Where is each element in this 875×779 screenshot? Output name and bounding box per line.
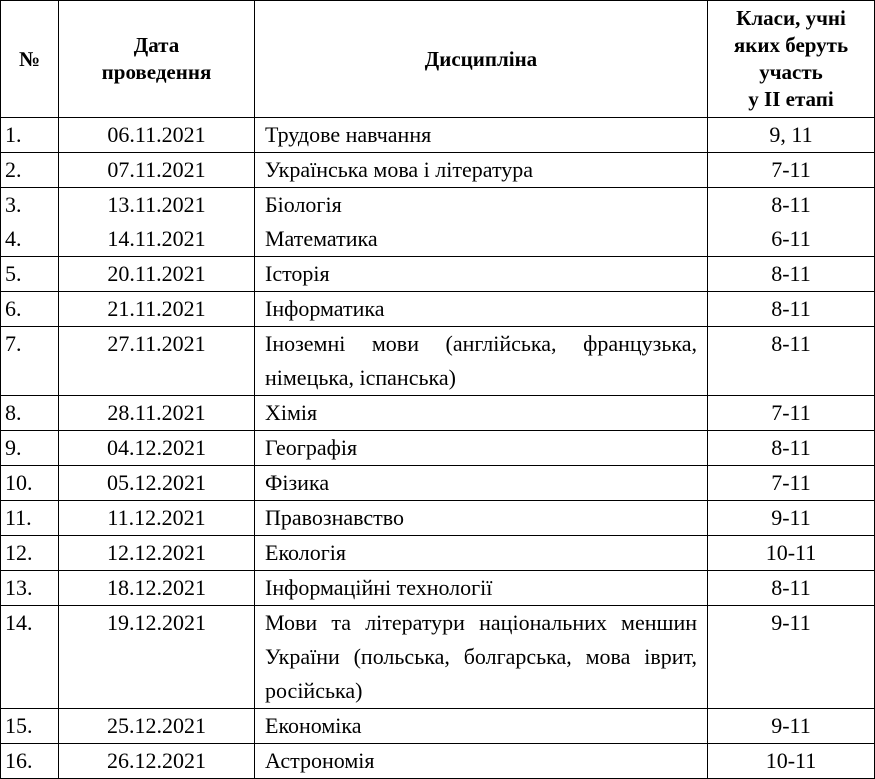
row-date: 07.11.2021 [59, 153, 255, 188]
table-row [1, 257, 875, 292]
row-number: 9. [1, 431, 59, 466]
row-date: 12.12.2021 [59, 536, 255, 571]
row-classes: 8-11 [708, 431, 875, 466]
row-number: 8. [1, 396, 59, 431]
header-number: № [1, 1, 59, 118]
header-classes-line: Класи, учні [736, 6, 846, 30]
row-discipline: Економіка [255, 709, 708, 744]
row-classes: 8-11 [708, 571, 875, 606]
header-classes-line: у ІІ етапі [748, 87, 834, 111]
row-discipline: Астрономія [255, 744, 708, 779]
row-number: 6. [1, 292, 59, 327]
row-date: 27.11.2021 [59, 327, 255, 396]
table-row [1, 222, 875, 257]
row-number: 16. [1, 744, 59, 779]
table-row [1, 501, 875, 536]
row-number: 10. [1, 466, 59, 501]
row-classes: 9-11 [708, 501, 875, 536]
row-discipline: Екологія [255, 536, 708, 571]
row-date: 20.11.2021 [59, 257, 255, 292]
row-date: 11.12.2021 [59, 501, 255, 536]
row-number: 15. [1, 709, 59, 744]
table-row [1, 571, 875, 606]
row-date: 21.11.2021 [59, 292, 255, 327]
row-discipline: Українська мова і література [255, 153, 708, 188]
row-discipline: Інформатика [255, 292, 708, 327]
header-discipline: Дисципліна [255, 1, 708, 118]
row-classes: 9-11 [708, 606, 875, 709]
row-number: 5. [1, 257, 59, 292]
table-row [1, 396, 875, 431]
row-discipline: Хімія [255, 396, 708, 431]
row-discipline: Мови та літератури національних меншин України (польська, болгарська, мова іврит, російська) [255, 606, 708, 709]
row-number: 1. [1, 118, 59, 153]
row-classes: 8-11 [708, 292, 875, 327]
header-classes-line: участь [759, 60, 823, 84]
row-discipline: Трудове навчання [255, 118, 708, 153]
row-classes: 8-11 [708, 188, 875, 223]
table-row [1, 431, 875, 466]
row-classes: 8-11 [708, 257, 875, 292]
row-classes: 7-11 [708, 153, 875, 188]
row-discipline: Біологія [255, 188, 708, 223]
row-classes: 6-11 [708, 222, 875, 257]
row-number: 13. [1, 571, 59, 606]
header-row [1, 1, 875, 118]
table-row [1, 606, 875, 709]
row-date: 06.11.2021 [59, 118, 255, 153]
header-date-line: Дата [133, 33, 180, 57]
row-classes: 10-11 [708, 536, 875, 571]
row-discipline: Математика [255, 222, 708, 257]
header-date [59, 1, 255, 118]
row-discipline: Географія [255, 431, 708, 466]
row-date: 26.12.2021 [59, 744, 255, 779]
row-number: 11. [1, 501, 59, 536]
row-date: 04.12.2021 [59, 431, 255, 466]
row-discipline: Інформаційні технології [255, 571, 708, 606]
row-classes: 7-11 [708, 396, 875, 431]
table-row [1, 292, 875, 327]
row-classes: 7-11 [708, 466, 875, 501]
table-row [1, 536, 875, 571]
row-number: 4. [1, 222, 59, 257]
row-number: 2. [1, 153, 59, 188]
row-classes: 8-11 [708, 327, 875, 396]
row-classes: 10-11 [708, 744, 875, 779]
row-discipline: Іноземні мови (англійська, французька, німецька, іспанська) [255, 327, 708, 396]
table-row [1, 153, 875, 188]
row-number: 7. [1, 327, 59, 396]
row-date: 25.12.2021 [59, 709, 255, 744]
row-date: 14.11.2021 [59, 222, 255, 257]
row-discipline: Фізика [255, 466, 708, 501]
table-row [1, 744, 875, 779]
row-discipline: Історія [255, 257, 708, 292]
table-row [1, 118, 875, 153]
row-classes: 9-11 [708, 709, 875, 744]
row-date: 28.11.2021 [59, 396, 255, 431]
header-classes-line: яких беруть [733, 33, 849, 57]
row-date: 13.11.2021 [59, 188, 255, 223]
header-date-line: проведення [101, 60, 212, 84]
row-date: 05.12.2021 [59, 466, 255, 501]
row-classes: 9, 11 [708, 118, 875, 153]
table-row [1, 466, 875, 501]
row-number: 3. [1, 188, 59, 223]
row-discipline: Правознавство [255, 501, 708, 536]
table-row [1, 709, 875, 744]
row-date: 19.12.2021 [59, 606, 255, 709]
table-row [1, 188, 875, 223]
header-classes [708, 1, 875, 118]
row-date: 18.12.2021 [59, 571, 255, 606]
row-number: 14. [1, 606, 59, 709]
row-number: 12. [1, 536, 59, 571]
table-row [1, 327, 875, 396]
